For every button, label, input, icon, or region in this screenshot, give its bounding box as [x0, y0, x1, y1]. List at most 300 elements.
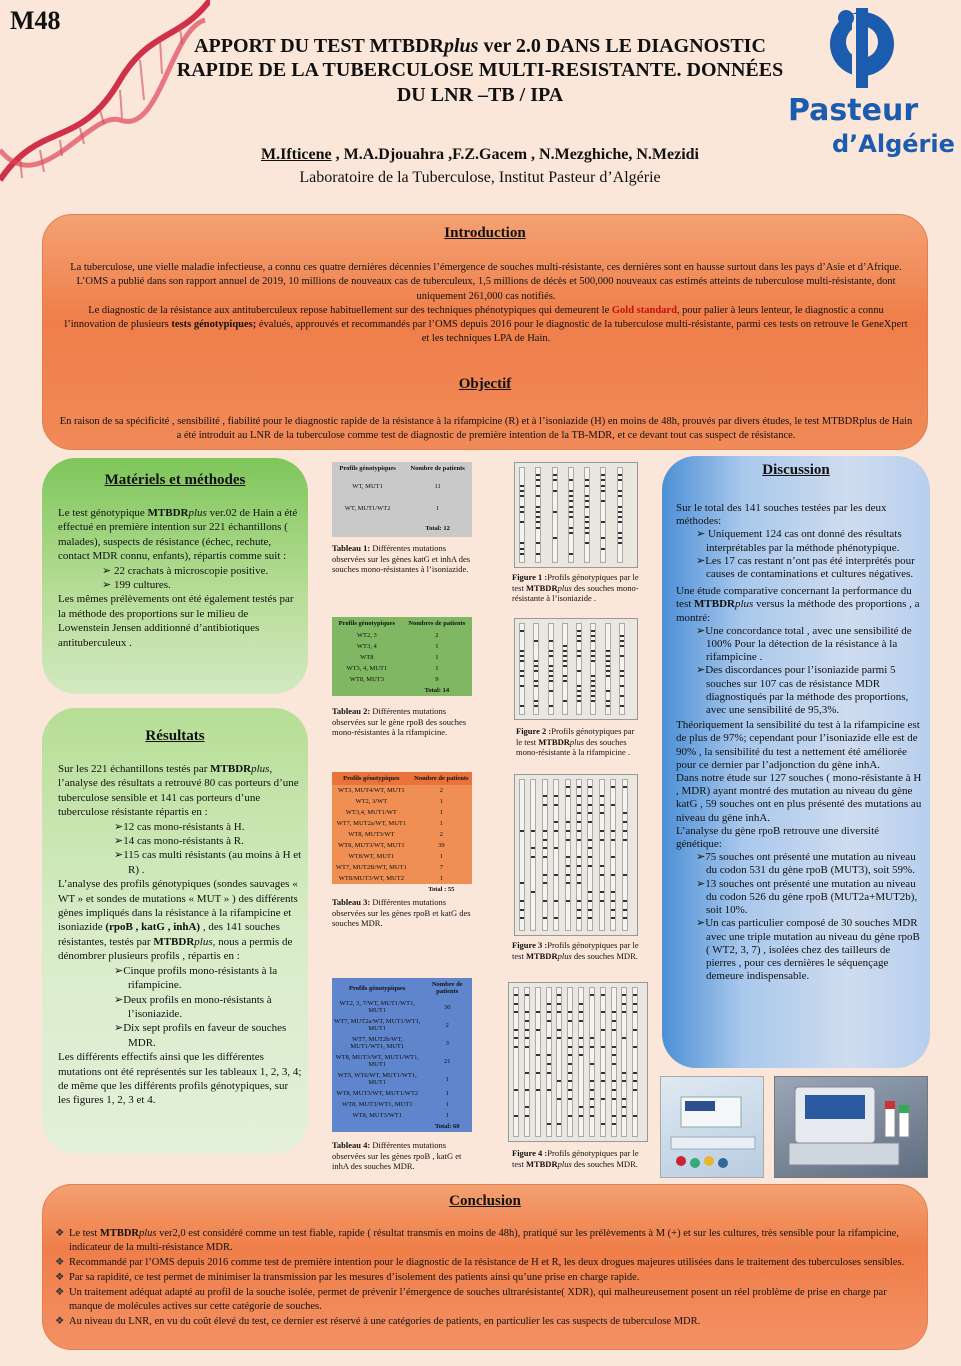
diamond-bullet-icon: ❖	[55, 1257, 65, 1268]
strip	[587, 779, 593, 931]
strip-band	[588, 847, 592, 849]
strip-band	[591, 680, 595, 682]
strip-band	[611, 830, 615, 832]
list-item: ❖ Au niveau du LNR, en vu du coût élevé du test, ce dernier est réservé à une catégories de patients, en particulier les cas suspects de tuberculose MDR.	[55, 1316, 701, 1327]
strip-band	[557, 1123, 561, 1125]
strip-band	[591, 660, 595, 662]
strip	[513, 987, 519, 1137]
strip-band	[534, 685, 538, 687]
strip-band	[520, 542, 524, 544]
strip-band	[525, 994, 529, 996]
strip-band	[620, 695, 624, 697]
strip-band	[606, 675, 610, 677]
strip-band	[549, 680, 553, 682]
strip-band	[520, 511, 524, 513]
strip-band	[563, 655, 567, 657]
strip-band	[585, 495, 589, 497]
strip-band	[536, 1054, 540, 1056]
introduction-heading: Introduction	[444, 225, 526, 241]
strip-band	[536, 1072, 540, 1074]
strip-band	[566, 900, 570, 902]
strip-band	[606, 650, 610, 652]
strip-band	[543, 856, 547, 858]
strip-band	[633, 1011, 637, 1013]
strip-band	[553, 537, 557, 539]
logo-text-line1: Pasteur	[788, 93, 919, 128]
strip-band	[611, 874, 615, 876]
table-1: Profils génotypiques Nombre de patients WT, MUT1 11 WT, MUT1/WT2 1 Total: 12	[332, 462, 472, 537]
strip	[590, 623, 596, 715]
strip-band	[547, 1011, 551, 1013]
strip-band	[577, 839, 581, 841]
strip-band	[525, 1115, 529, 1117]
strip-band	[547, 1003, 551, 1005]
strip-band	[633, 1072, 637, 1074]
strip-band	[601, 1072, 605, 1074]
strip-band	[577, 700, 581, 702]
strip	[556, 987, 562, 1137]
strip-band	[543, 900, 547, 902]
strip-band	[577, 900, 581, 902]
strip-band	[566, 874, 570, 876]
strip-band	[549, 670, 553, 672]
strip-band	[520, 521, 524, 523]
table-4: Profils génotypiques Nombre de patients WT2, 3, 7/WT, MUT1/WT1, MUT1 30 WT7, MUT2a/WT, MUT1/WT1, MUT1 2 WT7, MUT2b/WT, MUT1/WT1, MUT1 3 WT8, MUT3/WT, MUT1/WT1, MUT1 21 WT5, WT6/WT, MUT1/WT1, MUT1 1 WT8, MUT3/WT, MUT1/WT2 1 WT8, MUT3/WT1, MUT1 1 WT8, MUT3/WT1 1 Total: 60	[332, 978, 472, 1132]
table-4-block	[332, 978, 472, 1172]
strip-band	[520, 660, 524, 662]
strip-band	[618, 542, 622, 544]
strip-band	[590, 1089, 594, 1091]
strip-band	[588, 786, 592, 788]
strip-band	[585, 521, 589, 523]
strip-band	[557, 1011, 561, 1013]
figure-1-image	[514, 462, 638, 568]
strip-band	[569, 511, 573, 513]
materiels-text: Le test génotypique MTBDRplus ver.02 de Hain a été effectué en première intention sur 221 échantillons ( malades), suspects de résistance (échec, rechute, contact MDR connu, enfants), répartis comme suit : ➢ 22 crachats à microscopie positive. ➢ 199 cultures. Les mêmes prélèvements ont été également testés par la méthode des proportions sur le milieu de Lowenstein Jensen additionné d’antibiotiques antituberculeux .	[58, 507, 298, 649]
strip-band	[618, 521, 622, 523]
strip-band	[563, 650, 567, 652]
strip-band	[585, 479, 589, 481]
strip-band	[520, 485, 524, 487]
strip-band	[590, 1106, 594, 1108]
strip-band	[590, 1115, 594, 1117]
strip-band	[554, 830, 558, 832]
strip-band	[520, 506, 524, 508]
objectif-heading: Objectif	[458, 376, 512, 392]
strip-band	[568, 1037, 572, 1039]
strip-band	[601, 1029, 605, 1031]
table-3-block	[332, 772, 472, 929]
poster-title: APPORT DU TEST MTBDRplus ver 2.0 DANS LE DIAGNOSTIC RAPIDE DE LA TUBERCULOSE MULTI-RESISTANTE. DONNÉES DU LNR –TB / IPA	[176, 35, 784, 106]
strip	[576, 779, 582, 931]
strip-band	[549, 665, 553, 667]
strip-band	[601, 1046, 605, 1048]
strip-band	[590, 1080, 594, 1082]
strip-band	[606, 670, 610, 672]
strip-band	[623, 812, 627, 814]
introduction-text: La tuberculose, une vielle maladie infectieuse, a connu ces quatre dernières décennies l’émergence de souches multi-résistante, ces dernières sont en hausse surtout dans les pays d’Asie et d’Afrique. L’OMS a publié dans son rapport annuel de 2019, 10 millions de nouveaux cas de tuberculeux, 1,5 millions de décès et 500,000 nouveaux cas estimés atteints de tuberculose multi-résistante, dont uniquement 261,000 cas notifiés. Le diagnostic de la résistance aux antituberculeux repose habituellement sur des techniques phénotypiques qui demeurent le Gold standard, pour palier à leurs lenteur, le diagnostic a connu l’innovation de plusieurs tests génotypiques; évalués, approuvés et recommandés par l’OMS depuis 2016 pour le diagnostic de la tuberculose multi-résistante, parmi ces tests on retrouve le GeneXpert et les techniques LPA de Hain.	[64, 262, 908, 345]
strip-band	[579, 1046, 583, 1048]
strip-band	[600, 795, 604, 797]
strip-band	[588, 839, 592, 841]
strip	[530, 779, 536, 931]
strip-band	[600, 830, 604, 832]
strip-band	[585, 542, 589, 544]
strip-band	[557, 1029, 561, 1031]
strip-band	[611, 891, 615, 893]
strip-band	[623, 874, 627, 876]
strip	[568, 467, 574, 563]
strip-band	[606, 660, 610, 662]
strip-band	[620, 675, 624, 677]
figure-2-caption: Figure 2 :Profils génotypiques par le test MTBDRplus des souches mono-résistante à la rifampicine .	[516, 726, 635, 757]
strip-band	[514, 994, 518, 996]
strip-band	[543, 795, 547, 797]
strip	[524, 987, 530, 1137]
strip-band	[525, 1046, 529, 1048]
strip-band	[622, 1098, 626, 1100]
strip-band	[606, 665, 610, 667]
strip-band	[543, 874, 547, 876]
strip-band	[600, 865, 604, 867]
strip-band	[606, 700, 610, 702]
strip-band	[568, 1115, 572, 1117]
strip-band	[601, 548, 605, 550]
strip-band	[525, 1106, 529, 1108]
strip-band	[591, 650, 595, 652]
table-4-caption: Tableau 4: Différentes mutations observées sur les gènes rpoB , katG et inhA des souches MDR.	[332, 1140, 462, 1171]
strip-band	[534, 700, 538, 702]
strip-band	[612, 1123, 616, 1125]
objectif-text: En raison de sa spécificité , sensibilité , fiabilité pour le diagnostic rapide de la résistance à la rifampicine (R) et à l’isoniazide (H) en moins de 48h, prouvés par divers études, le test MTBDRplus de Hain a été introduit au LNR de la tuberculose comme test de diagnostic de première intention de la TB-MDR, et ce devant tout cas suspect de résistance.	[59, 416, 913, 441]
strip-band	[618, 474, 622, 476]
strip-band	[612, 1046, 616, 1048]
strip	[552, 467, 558, 563]
logo-text-line2: d’Algérie	[832, 130, 955, 158]
strip	[548, 623, 554, 715]
strip-band	[620, 670, 624, 672]
strip-band	[600, 900, 604, 902]
strip-band	[520, 655, 524, 657]
materiels-heading: Matériels et méthodes	[104, 472, 246, 488]
strip	[535, 467, 541, 563]
strip-band	[554, 900, 558, 902]
strip-band	[620, 640, 624, 642]
strip-band	[536, 516, 540, 518]
strip-band	[557, 1003, 561, 1005]
strip-band	[577, 917, 581, 919]
figure-3-caption: Figure 3 :Profils génotypiques par le test MTBDRplus des souches MDR.	[512, 940, 639, 961]
list-item: ❖ Recommandé par l’OMS depuis 2016 comme test de première intention pour le diagnostic de la résistance de H et R, les deux drogues majeures utilisées dans le traitement des tuberculoses sensibles.	[55, 1257, 905, 1268]
conclusion-panel	[42, 1184, 928, 1350]
strip-band	[588, 900, 592, 902]
strip-band	[601, 1080, 605, 1082]
strip-band	[601, 490, 605, 492]
strip-band	[536, 495, 540, 497]
strip-band	[566, 795, 570, 797]
strip-band	[622, 1080, 626, 1082]
strip-band	[611, 839, 615, 841]
strip	[562, 623, 568, 715]
strip-band	[588, 891, 592, 893]
strip-band	[623, 917, 627, 919]
strip-band	[588, 856, 592, 858]
strip-band	[563, 660, 567, 662]
strip	[533, 623, 539, 715]
strip-band	[547, 1020, 551, 1022]
strip-band	[611, 900, 615, 902]
strip-band	[569, 506, 573, 508]
strip-band	[591, 695, 595, 697]
strip-band	[534, 705, 538, 707]
strip-band	[536, 485, 540, 487]
strip-band	[588, 804, 592, 806]
strip-band	[536, 1011, 540, 1013]
strip	[600, 987, 606, 1137]
conclusion-list	[55, 1227, 917, 1330]
strip-band	[577, 874, 581, 876]
strip-band	[547, 1072, 551, 1074]
strip-band	[633, 1115, 637, 1117]
strip-band	[553, 490, 557, 492]
strip-band	[525, 1089, 529, 1091]
strip-band	[543, 882, 547, 884]
strip-band	[591, 640, 595, 642]
strip	[578, 987, 584, 1137]
strip-band	[577, 909, 581, 911]
strip-band	[563, 665, 567, 667]
strip-band	[579, 1003, 583, 1005]
strip	[519, 623, 525, 715]
strip-band	[585, 532, 589, 534]
strip	[519, 779, 525, 931]
strip-band	[566, 839, 570, 841]
resultats-text: Sur les 221 échantillons testés par MTBDRplus, l’analyse des résultats a retrouvé 80 cas porteurs d’une tuberculose sensible et 141 cas porteurs d’une tuberculose résistante répartis en : ➢12 cas mono-résistants à H. ➢14 cas mono-résistants à R. ➢115 cas multi résistants (au moins à H et R) . L’analyse des profils génotypiques (sondes sauvages « WT » et sondes de mutations « MUT » ) des différents gènes impliqués dans la résistance à la rifampicine et isoniazide (rpoB , katG , inhA) , des 141 souches résistantes, testés par MTBDRplus, nous a permis de dénombrer plusieurs profils , répartis en : ➢Cinque profils mono-résistants à la rifampicine. ➢Deux profils en mono-résistants à l’isoniazide. ➢Dix sept profils en faveur de souches MDR. Les différents effectifs ainsi que les différentes mutations ont été représentés sur les tableaux 1, 2, 3, 4; de même que les différents profils génotypiques, sur les figures 1, 2, 3 et 4.	[58, 763, 302, 1107]
strip-band	[588, 917, 592, 919]
strip-band	[611, 856, 615, 858]
strip-band	[525, 1020, 529, 1022]
strip-band	[566, 865, 570, 867]
strip-band	[569, 479, 573, 481]
strip-band	[618, 479, 622, 481]
strip-band	[600, 891, 604, 893]
strip-band	[591, 675, 595, 677]
strip-band	[612, 1020, 616, 1022]
strip	[519, 467, 525, 563]
strip-band	[577, 635, 581, 637]
list-item: ❖ Par sa rapidité, ce test permet de minimiser la transmission par les mesures d’isolement des patients ainsi qu’une prise en charge rapide.	[55, 1272, 640, 1283]
strip-band	[568, 1072, 572, 1074]
strip-band	[549, 675, 553, 677]
table-2: Profils génotypiques Nombres de patients WT2, 3 2 WT3, 4 1 WT8 1 WT3, 4, MUT1 1 WT8, MUT3 9 Total: 14	[332, 617, 472, 696]
strip-band	[601, 479, 605, 481]
strip-band	[600, 812, 604, 814]
strip-band	[618, 511, 622, 513]
strip-band	[514, 1029, 518, 1031]
strip-band	[536, 521, 540, 523]
strip-band	[622, 1037, 626, 1039]
strip-band	[618, 495, 622, 497]
strip-band	[600, 839, 604, 841]
strip	[535, 987, 541, 1137]
strip-band	[568, 1011, 572, 1013]
strip-band	[577, 670, 581, 672]
strip-band	[543, 917, 547, 919]
strip-band	[577, 630, 581, 632]
strip-band	[622, 1115, 626, 1117]
strip-band	[531, 830, 535, 832]
strip-band	[623, 909, 627, 911]
strip-band	[577, 795, 581, 797]
strip-band	[568, 1063, 572, 1065]
laboratory: Laboratoire de la Tuberculose, Institut Pasteur d’Algérie	[299, 169, 661, 186]
strip-band	[566, 856, 570, 858]
strip	[632, 987, 638, 1137]
strip-band	[579, 1020, 583, 1022]
strip-band	[568, 1054, 572, 1056]
strip-band	[577, 655, 581, 657]
table-3: Profils génotypiques Nombre de patients WT3, MUT4/WT, MUT1 2 WT2, 3/WT 1 WT3,4, MUT1/WT 1 WT7, MUT2a/WT, MUT1 1 WT8, MUT3/WT 2 WT8, MUT3/WT, MUT1 39 WT8/WT, MUT1 1 WT7, MUT2B/WT, MUT1 7 WT8/MUT3/WT, MUT2 1 Total : 55	[332, 772, 472, 895]
figure-3-image	[514, 774, 638, 936]
strip-band	[566, 786, 570, 788]
strip-band	[618, 537, 622, 539]
strip-band	[563, 645, 567, 647]
strip-band	[536, 506, 540, 508]
strip-band	[620, 655, 624, 657]
strip-band	[588, 909, 592, 911]
strip-band	[549, 650, 553, 652]
authors: M.Ifticene , M.A.Djouahra ,F.Z.Gacem , N.Mezghiche, N.Mezidi	[261, 146, 699, 163]
strip-band	[536, 553, 540, 555]
table-1-caption: Tableau 1: Différentes mutations observées sur les gènes katG et inhA des souches mono-résistantes à l’isoniazide.	[332, 543, 471, 574]
strip-band	[520, 917, 524, 919]
strip	[589, 987, 595, 1137]
strip-band	[612, 1063, 616, 1065]
strip-band	[588, 812, 592, 814]
strip-band	[591, 700, 595, 702]
strip-band	[543, 830, 547, 832]
strip-band	[553, 479, 557, 481]
strip	[619, 623, 625, 715]
strip-band	[543, 804, 547, 806]
strip	[617, 467, 623, 563]
strip-band	[622, 1003, 626, 1005]
strip-band	[588, 795, 592, 797]
strip-band	[520, 882, 524, 884]
table-3-caption: Tableau 3: Différentes mutations observées sur les gènes rpoB et katG des souches MDR.	[332, 897, 471, 928]
strip-band	[579, 1106, 583, 1108]
strip-band	[549, 655, 553, 657]
strip-band	[633, 1089, 637, 1091]
strip	[622, 779, 628, 931]
strip-band	[620, 635, 624, 637]
discussion-heading: Discussion	[762, 462, 830, 478]
strip-band	[549, 690, 553, 692]
strip-band	[620, 645, 624, 647]
strip-band	[536, 527, 540, 529]
strip-band	[601, 474, 605, 476]
strip-band	[601, 1011, 605, 1013]
strip-band	[577, 695, 581, 697]
strip-band	[623, 786, 627, 788]
strip-band	[585, 485, 589, 487]
figure-4-image	[508, 982, 648, 1142]
strip	[600, 467, 606, 563]
pasteur-logo	[786, 4, 958, 164]
strip-band	[579, 1054, 583, 1056]
strip-band	[601, 521, 605, 523]
strip-band	[525, 1037, 529, 1039]
strip-band	[547, 1089, 551, 1091]
strip-band	[520, 675, 524, 677]
strip-band	[590, 1063, 594, 1065]
strip-band	[585, 527, 589, 529]
strip-band	[591, 630, 595, 632]
strip-band	[547, 1054, 551, 1056]
strip-band	[534, 680, 538, 682]
table-2-caption: Tableau 2: Différentes mutations observées sur le gène rpoB des souches mono-résistantes à la rifampicine.	[332, 706, 467, 737]
strip-band	[531, 856, 535, 858]
strip-band	[611, 786, 615, 788]
strip-band	[568, 1080, 572, 1082]
strip-band	[520, 705, 524, 707]
strip-band	[554, 847, 558, 849]
strip-band	[566, 882, 570, 884]
strip-band	[557, 1080, 561, 1082]
strip-band	[601, 500, 605, 502]
strip-band	[554, 874, 558, 876]
strip	[565, 779, 571, 931]
strip-band	[547, 1063, 551, 1065]
strip-band	[534, 660, 538, 662]
strip-band	[563, 680, 567, 682]
strip	[546, 987, 552, 1137]
strip-band	[577, 865, 581, 867]
strip-band	[534, 640, 538, 642]
strip-band	[606, 705, 610, 707]
strip-band	[525, 1072, 529, 1074]
strip-band	[568, 1089, 572, 1091]
strip-band	[611, 804, 615, 806]
strip-band	[577, 804, 581, 806]
strip-band	[601, 537, 605, 539]
strip-band	[554, 804, 558, 806]
strip	[542, 779, 548, 931]
poster-id: M48	[10, 6, 61, 35]
strip-band	[585, 516, 589, 518]
strip-band	[623, 839, 627, 841]
strip-band	[549, 705, 553, 707]
strip-band	[579, 1037, 583, 1039]
strip-band	[569, 532, 573, 534]
strip-band	[591, 685, 595, 687]
strip-band	[536, 542, 540, 544]
figure-2-image	[514, 618, 638, 720]
discussion-panel	[662, 456, 930, 1068]
strip-band	[577, 685, 581, 687]
strip-band	[590, 1037, 594, 1039]
strip-band	[620, 705, 624, 707]
strip-band	[569, 495, 573, 497]
strip-band	[623, 821, 627, 823]
strip-band	[601, 994, 605, 996]
strip-band	[520, 830, 524, 832]
materiels-panel	[42, 458, 308, 694]
strip-band	[543, 839, 547, 841]
strip-band	[622, 1072, 626, 1074]
strip-band	[585, 506, 589, 508]
discussion-text: Sur le total des 141 souches testées par les deux méthodes: ➢ Uniquement 124 cas ont donné des résultats interprétables par la méthode phénotypique. ➢Les 17 cas restant n’ont pas été interprétés pour causes de contaminations et cultures négatives. Une étude comparative concernant la performance du test MTBDRplus versus la méthode des proportions , a montré: ➢Une concordance total , avec une sensibilité de 100% Pour la détection de la résistance à la rifampicine . ➢Des discordances pour l’isoniazide parmi 5 souches sur 107 cas de résistance MDR diagnostiqués par la méthode des proportions, avec une sensibilité de 95,3%. Théoriquement la sensibilité du test à la rifampicine est de plus de 97%; cependant pour l’isoniazide elle est de 90% , la sensibilité du test a nettement été améliorée pour ce dernier par l’adjonction du gène inhA. Dans notre étude sur 127 souches ( mono-résistante à H , MDR) ayant montré des mutation au niveau du gène katG , 59 souches ont en plus présenté des mutations au niveau du gène inhA. L’analyse du gène rpoB retrouve une diversité génétique: ➢75 souches ont présenté une mutation au niveau du codon 531 du gène rpoB (MUT3), soit 59%. ➢13 souches ont présenté une mutation au niveau du codon 526 du gène rpoB (MUT2a+MUT2b), soit 10%. ➢Un cas particulier composé de 30 souches MDR avec une triple mutation au niveau du gène rpoB ( WT2, 3, 7) , isolées chez des tailleurs de pierres , pour ces dernières le séquençage demeure indispensable.	[676, 502, 922, 983]
